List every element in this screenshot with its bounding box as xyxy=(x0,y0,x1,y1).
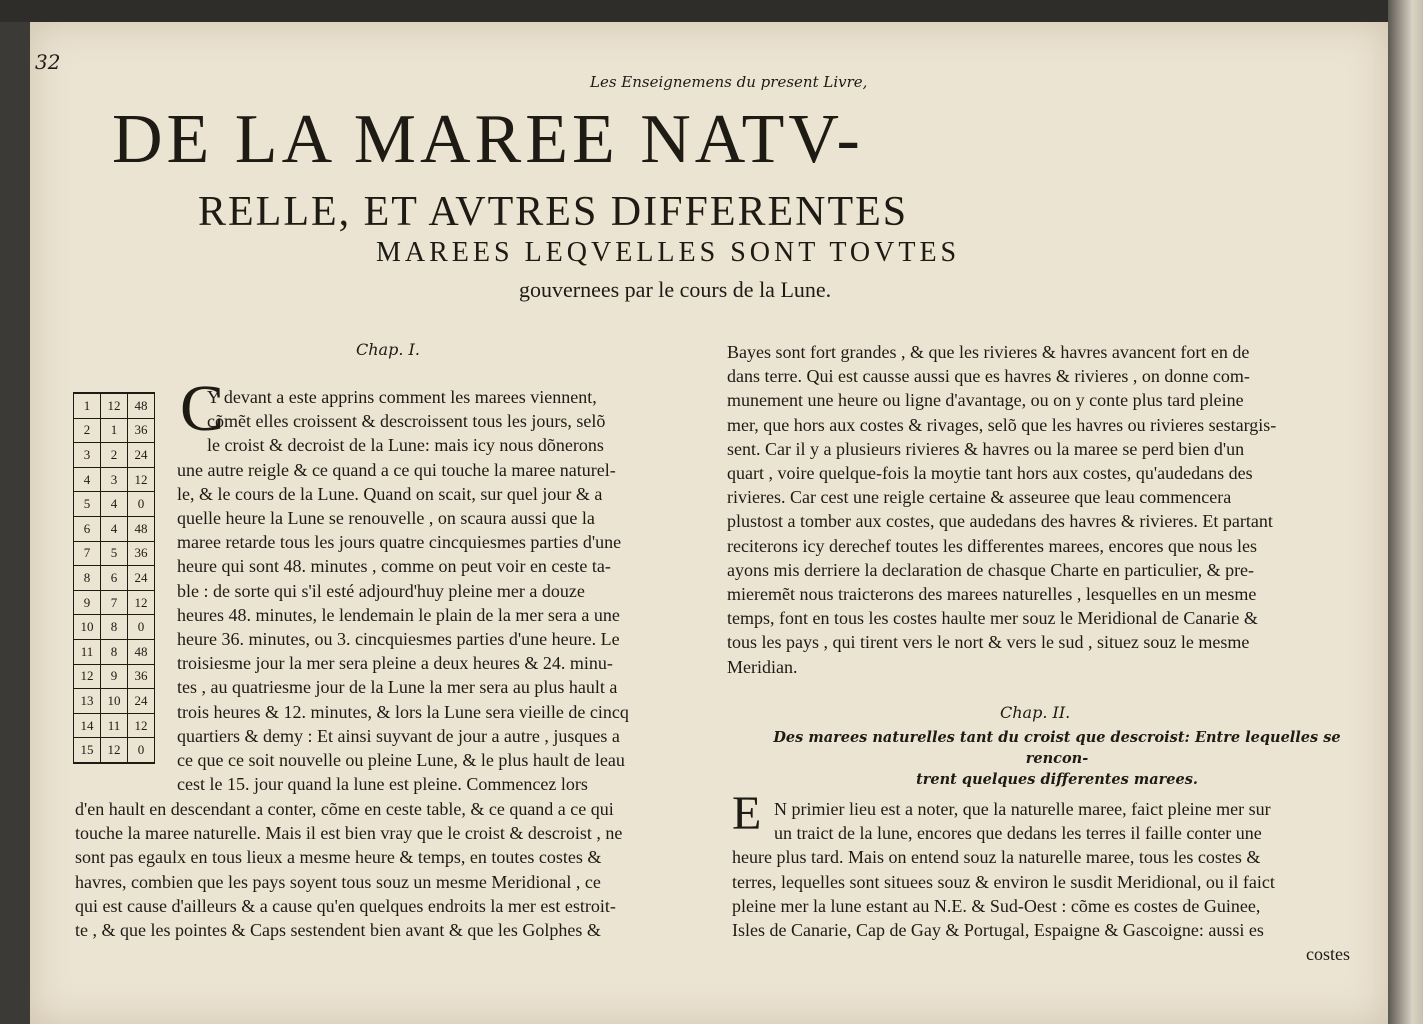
text-line: rivieres. Car cest une reigle certaine & asseuree que leau commencera xyxy=(727,487,1232,508)
title-line-2: RELLE, ET AVTRES DIFFERENTES xyxy=(198,189,909,235)
text-line: quartiers & demy : Et ainsi suyvant de jour a autre , jusques a xyxy=(177,725,620,746)
table-cell: 0 xyxy=(128,738,155,763)
text-line: ayons mis derriere la declaration de chasque Charte en particulier, & pre- xyxy=(727,559,1255,580)
text-line: te , & que les pointes & Caps sestendent bien avant & que les Golphes & xyxy=(75,920,601,941)
text-line: mer, que hors aux costes & rivages, selõ que les havres ou rivieres sestargis- xyxy=(727,414,1277,435)
table-cell: 6 xyxy=(101,566,128,591)
table-cell: 8 xyxy=(101,639,128,664)
running-head: Les Enseignemens du present Livre, xyxy=(590,73,868,91)
table-cell: 9 xyxy=(101,664,128,689)
table-cell: 2 xyxy=(101,443,128,468)
chapter-1-text-full-width xyxy=(75,797,705,942)
text-line: cõmẽt elles croissent & descroissent tous les jours, selõ xyxy=(207,411,606,432)
table-cell: 7 xyxy=(74,541,101,566)
table-cell: 12 xyxy=(128,467,155,492)
table-cell: 10 xyxy=(101,689,128,714)
table-row xyxy=(74,393,155,418)
chapter-1-text-continued xyxy=(727,340,1359,679)
table-row xyxy=(74,738,155,763)
text-line: tes , au quatriesme jour de la Lune la mer sera au plus hault a xyxy=(177,677,618,698)
table-cell: 36 xyxy=(128,418,155,443)
table-cell: 2 xyxy=(74,418,101,443)
table-row xyxy=(74,516,155,541)
table-row xyxy=(74,689,155,714)
text-line: mieremẽt nous traicterons des marees naturelles , lesquelles en un mesme xyxy=(727,584,1257,605)
text-line: dans terre. Qui est causse aussi que es havres & rivieres , on donne com- xyxy=(727,366,1250,387)
table-cell: 12 xyxy=(101,738,128,763)
table-row xyxy=(74,664,155,689)
text-line: le croist & decroist de la Lune: mais icy nous dõnerons xyxy=(207,435,604,456)
table-cell: 10 xyxy=(74,615,101,640)
text-line: costes xyxy=(1306,944,1350,965)
text-line: plustost a tomber aux costes, que audedans des havres & rivieres. Et partant xyxy=(727,511,1273,532)
text-line: une autre reigle & ce quand a ce qui touche la maree naturel- xyxy=(177,459,616,480)
subtitle-line: Des marees naturelles tant du croist que descroist: Entre lequelles se rencon- xyxy=(773,729,1341,767)
text-line: munement une heure ou ligne d'avantage, ou on y conte plus tard pleine xyxy=(727,390,1244,411)
table-cell: 24 xyxy=(128,443,155,468)
table-cell: 11 xyxy=(101,713,128,738)
table-row xyxy=(74,566,155,591)
table-cell: 12 xyxy=(128,713,155,738)
table-cell: 0 xyxy=(128,492,155,517)
text-line: quelle heure la Lune se renouvelle , on scaura aussi que la xyxy=(177,508,595,529)
table-row xyxy=(74,639,155,664)
table-cell: 15 xyxy=(74,738,101,763)
table-cell: 8 xyxy=(101,615,128,640)
text-line: heure 36. minutes, ou 3. cincquiesmes parties d'une heure. Le xyxy=(177,629,620,650)
text-line: pleine mer la lune estant au N.E. & Sud-Oest : cõme es costes de Guinee, xyxy=(732,895,1261,916)
table-cell: 6 xyxy=(74,516,101,541)
title-line-3: MAREES LEQVELLES SONT TOVTES xyxy=(376,237,961,268)
table-row xyxy=(74,443,155,468)
table-row xyxy=(74,713,155,738)
table-cell: 48 xyxy=(128,516,155,541)
text-line: ce que ce soit nouvelle ou pleine Lune, & le plus hault de leau xyxy=(177,750,625,771)
table-cell: 24 xyxy=(128,689,155,714)
text-line: sont pas egaulx en tous lieux a mesme heure & temps, en toutes costes & xyxy=(75,847,602,868)
table-cell: 14 xyxy=(74,713,101,738)
table-cell: 8 xyxy=(74,566,101,591)
text-line: un traict de la lune, encores que dedans les terres il faille conter une xyxy=(774,823,1262,844)
table-row xyxy=(74,418,155,443)
table-cell: 4 xyxy=(101,516,128,541)
table-row xyxy=(74,541,155,566)
table-cell: 48 xyxy=(128,639,155,664)
table-cell: 1 xyxy=(74,393,101,418)
table-row xyxy=(74,615,155,640)
text-line: terres, lequelles sont situees souz & environ le susdit Meridional, ou il faict xyxy=(732,871,1275,892)
text-line: troisiesme jour la mer sera pleine a deux heures & 24. minu- xyxy=(177,653,613,674)
text-line: reciterons icy derechef toutes les differentes marees, encores que nous les xyxy=(727,535,1257,556)
text-line: havres, combien que les pays soyent tous souz un mesme Meridional , ce xyxy=(75,871,601,892)
table-cell: 36 xyxy=(128,541,155,566)
drop-cap-e: E xyxy=(732,787,762,840)
text-line: d'en hault en descendant a conter, cõme en ceste table, & ce quand a ce qui xyxy=(75,799,614,819)
text-line: maree retarde tous les jours quatre cincquiesmes parties d'une xyxy=(177,532,622,553)
text-line: Bayes sont fort grandes , & que les rivieres & havres avancent fort en de xyxy=(727,342,1250,362)
table-cell: 13 xyxy=(74,689,101,714)
table-cell: 3 xyxy=(101,467,128,492)
table-cell: 4 xyxy=(101,492,128,517)
chapter-1-text-beside-table xyxy=(177,385,705,796)
text-line: qui est cause d'ailleurs & a cause qu'en quelques endroits la mer est estroit- xyxy=(75,895,616,916)
table-cell: 12 xyxy=(101,393,128,418)
table-cell: 12 xyxy=(128,590,155,615)
text-line: trois heures & 12. minutes, & lors la Lune sera vieille de cincq xyxy=(177,701,629,722)
table-cell: 48 xyxy=(128,393,155,418)
text-line: Meridian. xyxy=(727,656,798,677)
table-cell: 1 xyxy=(101,418,128,443)
chapter-2-subtitle xyxy=(757,727,1357,790)
text-line: le, & le cours de la Lune. Quand on scait, sur quel jour & a xyxy=(177,483,603,504)
text-line: heure plus tard. Mais on entend souz la naturelle maree, tous les costes & xyxy=(732,847,1261,868)
table-cell: 0 xyxy=(128,615,155,640)
chapter-2-heading: Chap. II. xyxy=(1000,703,1071,722)
table-cell: 7 xyxy=(101,590,128,615)
table-row xyxy=(74,590,155,615)
text-line: touche la maree naturelle. Mais il est bien vray que le croist & descroist , ne xyxy=(75,823,623,844)
tide-table xyxy=(73,392,155,764)
book-gutter xyxy=(1388,0,1423,1024)
title-line-1: DE LA MAREE NATV- xyxy=(112,101,864,178)
table-cell: 4 xyxy=(74,467,101,492)
text-line: N primier lieu est a noter, que la naturelle maree, faict pleine mer sur xyxy=(774,799,1271,819)
scan-top-margin xyxy=(0,0,1423,22)
text-line: temps, font en tous les costes haulte mer souz le Meridional de Canarie & xyxy=(727,608,1258,629)
text-line: heure qui sont 48. minutes , comme on peut voir en ceste ta- xyxy=(177,556,611,577)
subtitle-line: trent quelques differentes marees. xyxy=(916,771,1198,788)
table-row xyxy=(74,492,155,517)
table-cell: 11 xyxy=(74,639,101,664)
table-row xyxy=(74,467,155,492)
text-line: ble : de sorte qui s'il esté adjourd'huy pleine mer a douze xyxy=(177,580,585,601)
table-cell: 5 xyxy=(101,541,128,566)
table-cell: 3 xyxy=(74,443,101,468)
text-line: sent. Car il y a plusieurs rivieres & havres ou la maree se perd bien d'un xyxy=(727,438,1245,459)
text-line: tous les pays , qui tirent vers le nort & vers le sud , situez souz le mesme xyxy=(727,632,1250,653)
table-cell: 36 xyxy=(128,664,155,689)
page-number: 32 xyxy=(35,50,61,74)
table-cell: 5 xyxy=(74,492,101,517)
text-line: cest le 15. jour quand la lune est pleine. Commencez lors xyxy=(177,774,588,795)
chapter-1-heading: Chap. I. xyxy=(356,340,420,359)
table-cell: 9 xyxy=(74,590,101,615)
title-line-4: gouvernees par le cours de la Lune. xyxy=(519,277,832,302)
drop-cap-c: C xyxy=(180,372,225,445)
table-cell: 12 xyxy=(74,664,101,689)
text-line: Y devant a este apprins comment les marees viennent, xyxy=(207,387,597,407)
text-line: Isles de Canarie, Cap de Gay & Portugal, Espaigne & Gascoigne: aussi es xyxy=(732,920,1264,941)
text-line: quart , voire quelque-fois la moytie tant hors aux costes, qu'audedans des xyxy=(727,463,1253,484)
table-cell: 24 xyxy=(128,566,155,591)
chapter-2-text xyxy=(732,797,1360,966)
text-line: heures 48. minutes, le lendemain le plain de la mer sera a une xyxy=(177,604,620,625)
